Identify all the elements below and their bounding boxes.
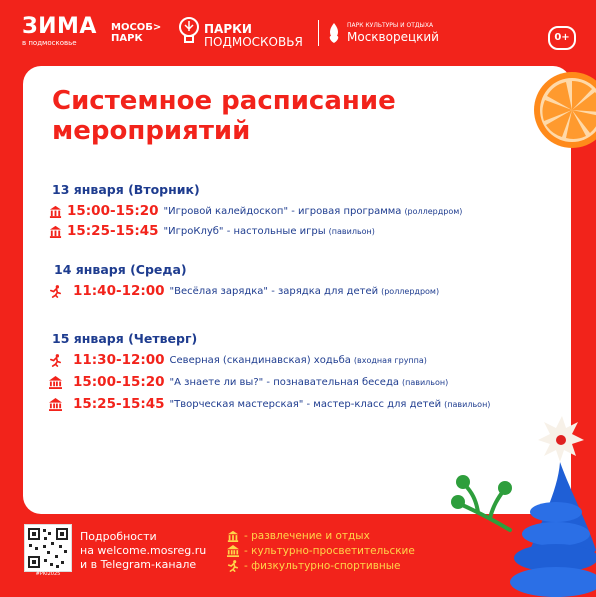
event-row [49,222,375,240]
header-divider [318,20,319,46]
lightbulb-emblem-icon [178,15,200,49]
page-title [52,86,452,146]
culture-icon [49,376,62,389]
age-rating-badge: 0+ [548,26,576,50]
sport-icon [227,560,239,572]
flame-emblem-icon [327,22,341,44]
header [0,0,596,66]
day-heading: 15 января (Четверг) [52,331,198,346]
title-line-1: Системное расписание [52,86,396,116]
qr-code-label: #PKI2025 [35,571,61,577]
culture-icon [49,398,62,411]
event-description: "Творческая мастерская" - мастер-класс для детей [169,398,442,410]
legend-item [227,558,415,573]
title-line-2: мероприятий [52,116,251,146]
moskvoretsky-line2: Москворецкий [347,30,439,44]
event-row [49,351,427,369]
more-info-line1: Подробности [80,530,157,543]
culture-icon [227,545,239,557]
parki-line2: ПОДМОСКОВЬЯ [204,35,303,49]
orange-slice-icon [532,70,596,150]
event-time: 15:25-15:45 [73,396,165,412]
event-place: (входная группа) [353,355,427,365]
legend-label: - физкультурно-спортивные [244,559,401,572]
sport-icon [49,285,62,298]
event-time: 15:00-15:20 [73,374,165,390]
more-info-line3: и в Telegram-канале [80,558,197,571]
legend-item [227,528,415,543]
entertainment-icon [227,530,239,542]
day-heading: 13 января (Вторник) [52,182,200,197]
day-heading: 14 января (Среда) [54,262,187,277]
event-row [49,373,448,391]
mosobpark-line2: ПАРК [111,33,143,44]
event-description: "Игровой калейдоскоп" - игровая программа [163,205,402,217]
legend-label: - развлечение и отдых [244,529,370,542]
event-time: 15:00-15:20 [67,203,159,219]
legend-item [227,543,415,558]
qr-code-icon[interactable] [24,524,72,572]
event-place: (роллердром) [381,286,440,296]
zima-logo-subtitle: в подмосковье [22,39,77,47]
event-row [49,282,439,300]
legend-label: - культурно-просветительские [244,544,415,557]
sport-icon [49,354,62,367]
entertainment-icon [49,205,62,218]
event-row [49,202,462,220]
icon-legend [227,528,415,573]
event-place: (павильон) [328,226,375,236]
event-description: Северная (скандинавская) ходьба [169,354,351,366]
event-time: 15:25-15:45 [67,223,159,239]
more-info-line2: на welcome.mosreg.ru [80,544,207,557]
event-time: 11:30-12:00 [73,352,165,368]
entertainment-icon [49,225,62,238]
zima-logo [22,16,97,47]
event-place: (павильон) [444,399,491,409]
event-place: (павильон) [402,377,449,387]
event-row [49,395,490,413]
more-info-text [80,530,206,572]
event-description: "ИгроКлуб" - настольные игры [163,225,326,237]
event-description: "Весёлая зарядка" - зарядка для детей [169,285,379,297]
mosobpark-line1: МОСОБ> [111,22,162,33]
zima-logo-title: ЗИМА [22,14,97,39]
parki-line1: ПАРКИ [204,22,252,36]
mosobpark-logo [111,22,161,44]
moskvoretsky-line1: ПАРК КУЛЬТУРЫ И ОТДЫХА [347,22,434,29]
event-place: (роллердром) [404,206,463,216]
event-description: "А знаете ли вы?" - познавательная беседа [169,376,399,388]
event-time: 11:40-12:00 [73,283,165,299]
